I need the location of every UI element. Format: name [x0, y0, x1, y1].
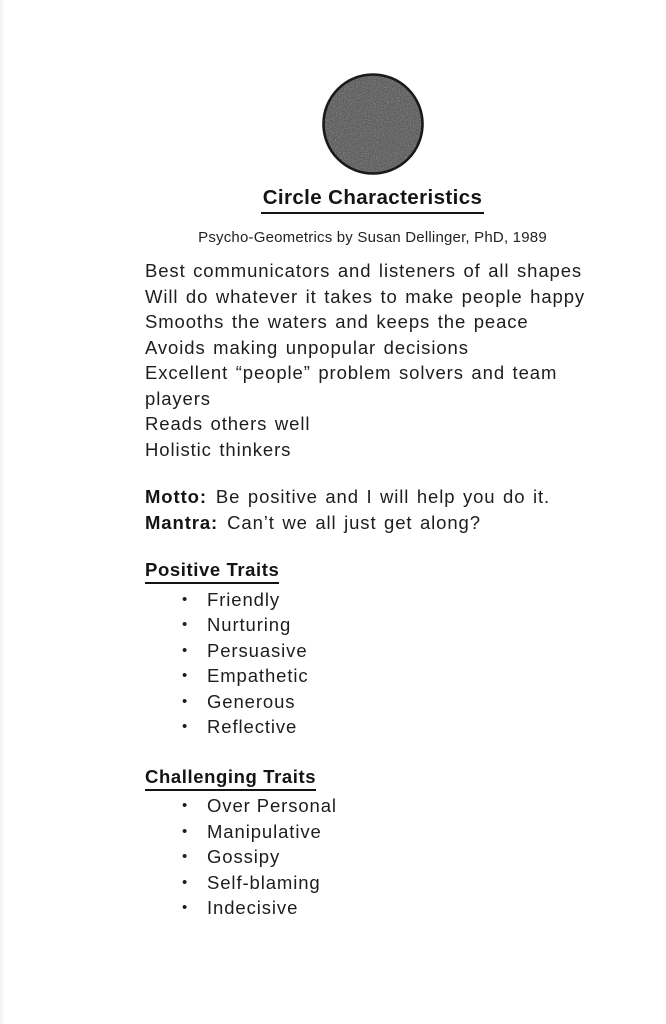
trait-item: [145, 844, 600, 870]
characteristic-line: Excellent “people” problem solvers and team players: [145, 362, 558, 409]
trait-label: Self-blaming: [207, 871, 321, 893]
positive-traits-heading-row: [145, 559, 600, 585]
bullet-icon: •: [182, 692, 189, 710]
challenging-traits-section: [145, 766, 600, 921]
bullet-icon: •: [182, 822, 189, 840]
bullet-icon: •: [182, 873, 189, 891]
challenging-traits-list: [145, 793, 600, 921]
positive-traits-list: [145, 587, 600, 740]
trait-label: Over Personal: [207, 795, 337, 816]
trait-item: [145, 714, 600, 740]
positive-traits-heading: Positive Traits: [145, 559, 279, 584]
motto-text: Be positive and I will help you do it.: [215, 486, 551, 507]
mantra-label: Mantra:: [145, 511, 219, 533]
trait-label: Generous: [207, 690, 296, 712]
title-row: [145, 186, 600, 214]
circle-shape-icon: [321, 72, 425, 176]
bullet-icon: •: [182, 641, 189, 659]
bullet-icon: •: [182, 616, 189, 633]
trait-item: [145, 587, 600, 613]
motto-label: Motto:: [145, 486, 207, 507]
trait-item: [145, 689, 600, 715]
mantra-text: Can’t we all just get along?: [227, 511, 481, 533]
bullet-icon: •: [182, 899, 189, 916]
motto-line: [145, 484, 600, 510]
trait-label: Nurturing: [207, 614, 292, 635]
document-content: [145, 0, 600, 921]
trait-label: Empathetic: [207, 665, 309, 686]
challenging-traits-heading-row: [145, 766, 600, 792]
trait-label: Indecisive: [207, 897, 299, 918]
characteristic-line: Avoids making unpopular decisions: [145, 336, 469, 358]
bullet-icon: •: [182, 848, 189, 865]
scan-edge-artifact: [0, 0, 5, 1024]
characteristic-line: Best communicators and listeners of all shapes: [145, 260, 583, 281]
trait-item: [145, 663, 600, 689]
mantra-line: [145, 510, 600, 536]
trait-item: [145, 612, 600, 638]
positive-traits-section: [145, 559, 600, 740]
trait-label: Manipulative: [207, 820, 322, 842]
characteristic-line: Reads others well: [145, 413, 311, 434]
characteristic-line: Will do whatever it takes to make people happy: [145, 285, 586, 307]
trait-item: [145, 793, 600, 819]
trait-label: Reflective: [207, 716, 298, 737]
trait-item: [145, 895, 600, 921]
trait-label: Persuasive: [207, 639, 308, 661]
challenging-traits-heading: Challenging Traits: [145, 766, 316, 791]
trait-label: Gossipy: [207, 846, 281, 867]
bullet-icon: •: [182, 718, 189, 735]
page-title: Circle Characteristics: [261, 186, 485, 214]
trait-item: [145, 819, 600, 845]
attribution-line: Psycho-Geometrics by Susan Dellinger, PhD, 1989: [198, 229, 547, 246]
characteristics-list: [145, 258, 600, 462]
shape-row: [145, 0, 600, 176]
bullet-icon: •: [182, 667, 189, 684]
characteristic-line: Holistic thinkers: [145, 438, 292, 460]
motto-mantra-block: [145, 484, 600, 535]
characteristic-line: Smooths the waters and keeps the peace: [145, 311, 529, 332]
bullet-icon: •: [182, 797, 189, 814]
trait-label: Friendly: [207, 588, 280, 610]
trait-item: [145, 638, 600, 664]
trait-item: [145, 870, 600, 896]
bullet-icon: •: [182, 590, 189, 608]
